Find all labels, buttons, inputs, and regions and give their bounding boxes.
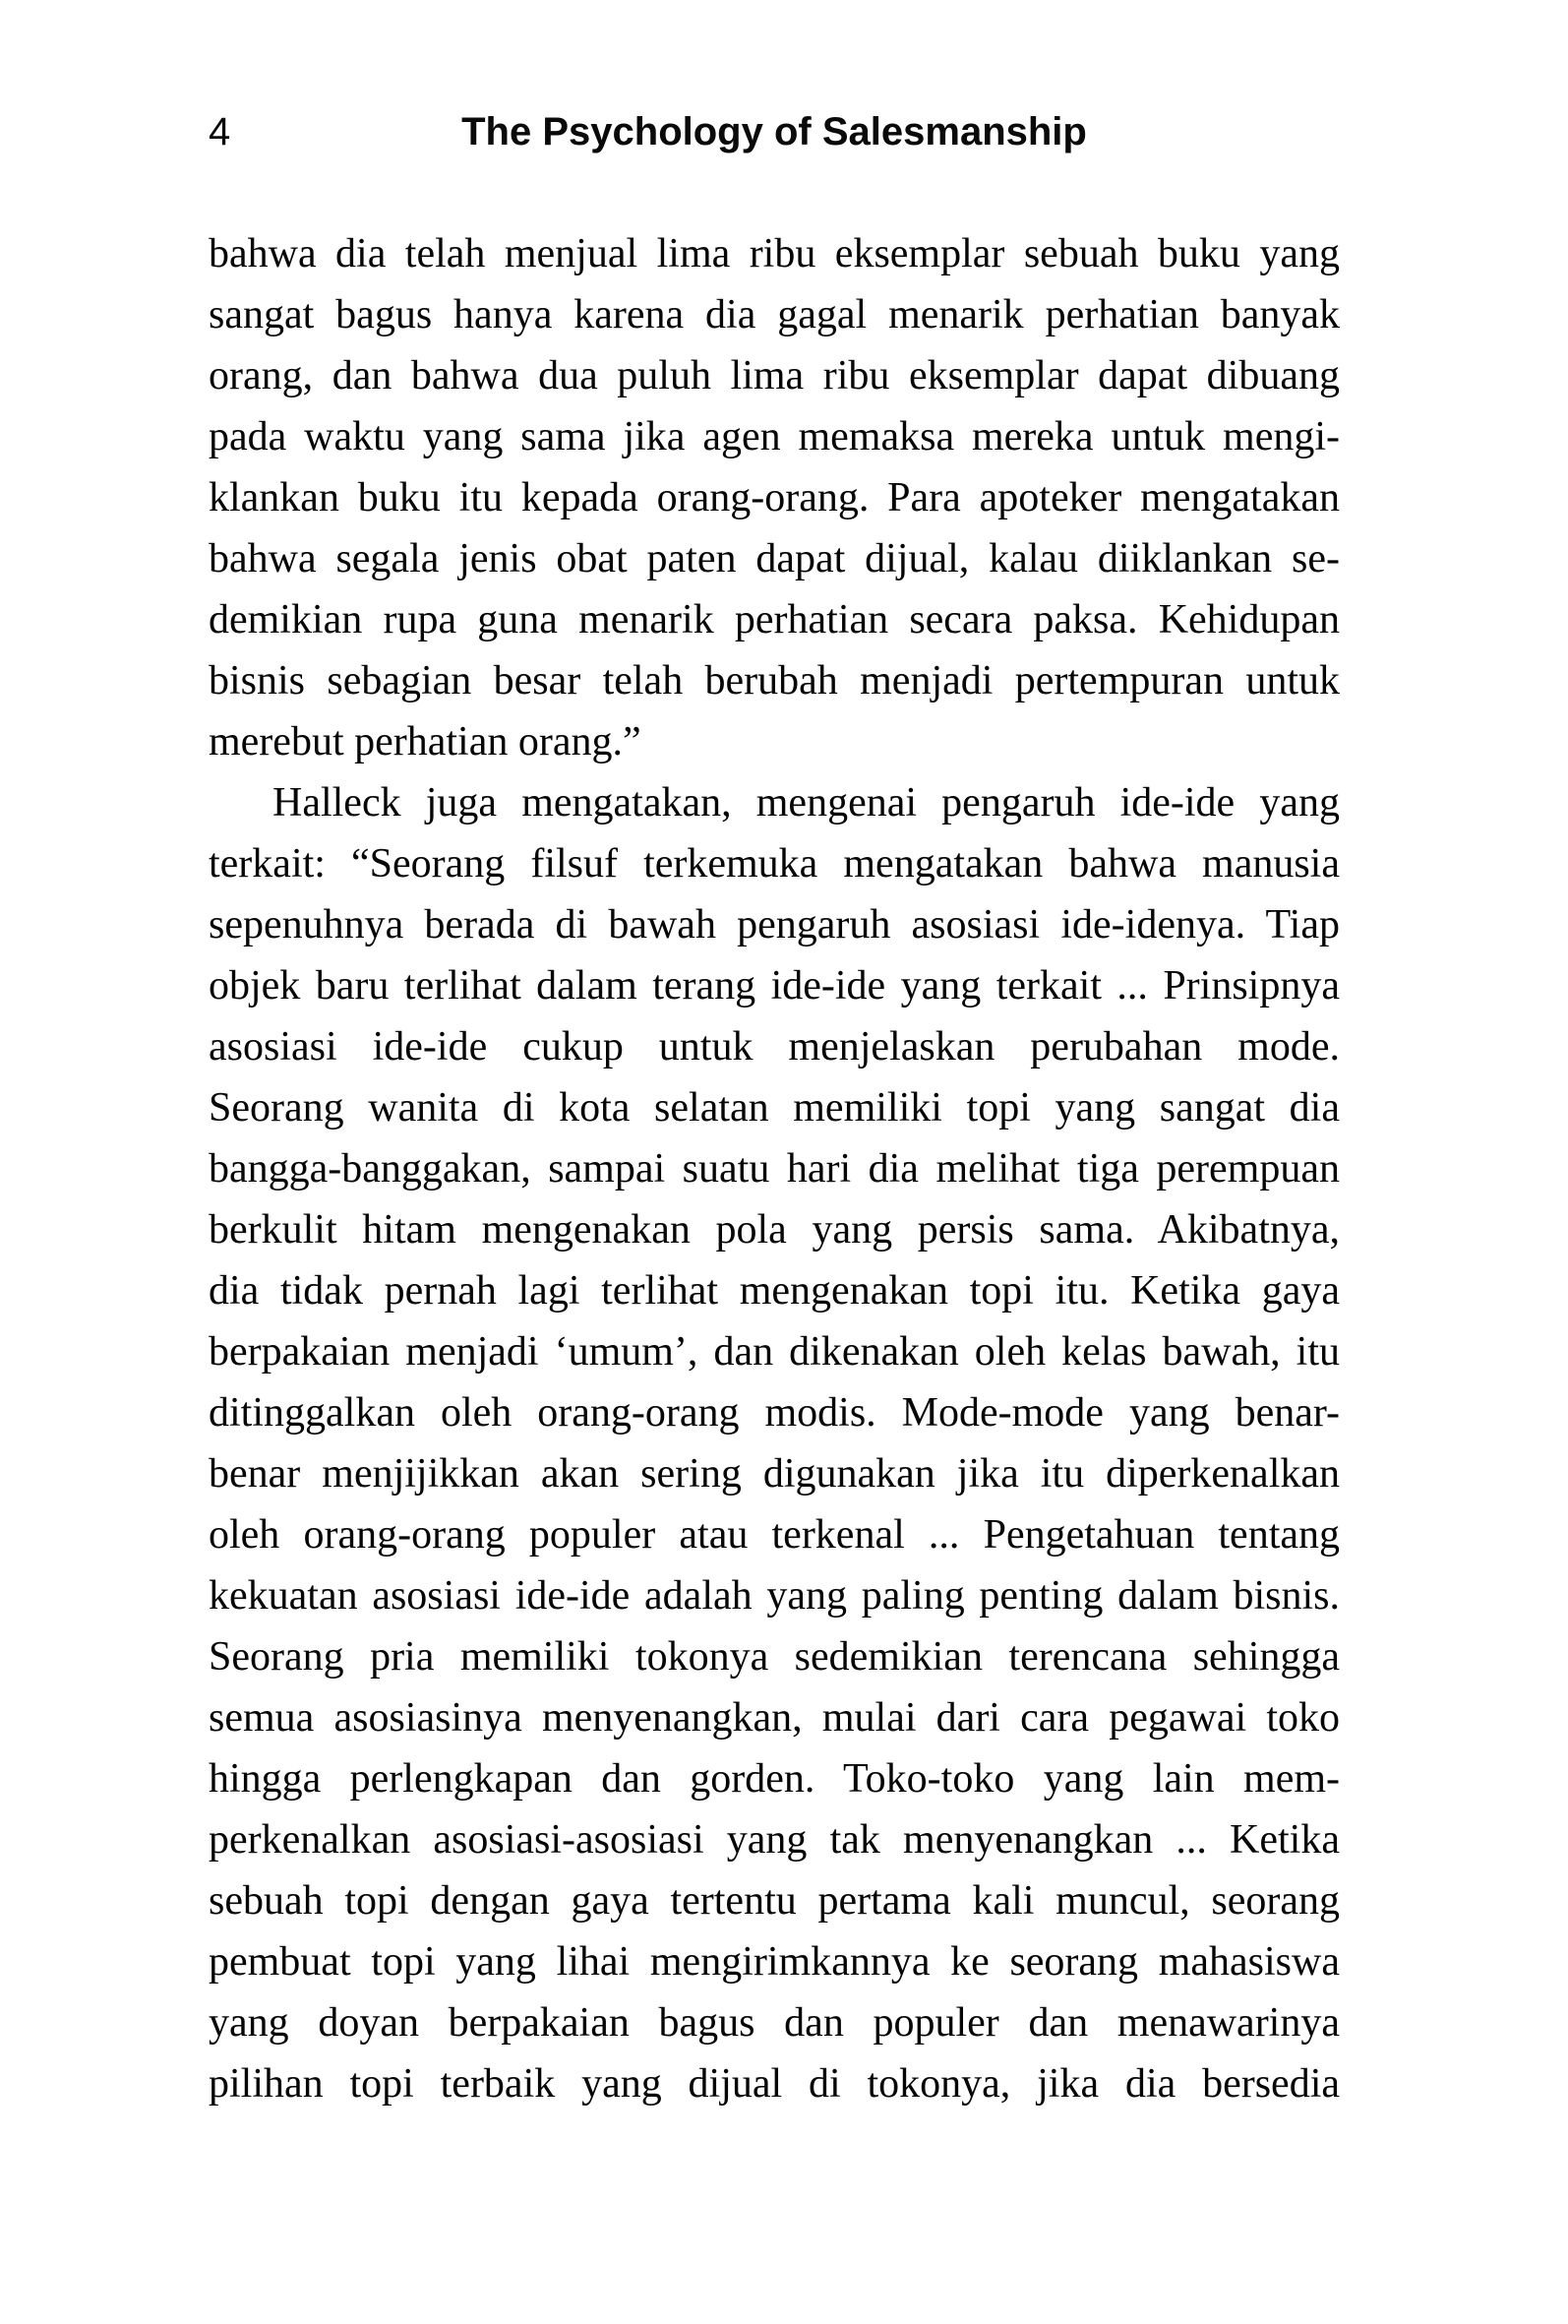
text-line: bahwa segala jenis obat paten dapat dijual, kalau diiklankan se- — [209, 536, 1340, 581]
text-line: semua asosiasinya menyenangkan, mulai dari cara pegawai toko — [209, 1695, 1340, 1741]
text-line: pilihan topi terbaik yang dijual di tokonya, jika dia bersedia — [209, 2061, 1340, 2107]
text-line: ditinggalkan oleh orang-orang modis. Mode-mode yang benar- — [209, 1390, 1340, 1436]
text-line: sangat bagus hanya karena dia gagal menarik perhatian banyak — [209, 292, 1340, 337]
text-line: berkulit hitam mengenakan pola yang persis sama. Akibatnya, — [209, 1207, 1340, 1253]
text-line: yang doyan berpakaian bagus dan populer dan menawarinya — [209, 2000, 1340, 2046]
text-line: sepenuhnya berada di bawah pengaruh asosiasi ide-idenya. Tiap — [209, 902, 1340, 948]
text-line: hingga perlengkapan dan gorden. Toko-toko yang lain mem- — [209, 1756, 1340, 1802]
text-line: benar menjijikkan akan sering digunakan jika itu diperkenalkan — [209, 1451, 1340, 1497]
text-line: asosiasi ide-ide cukup untuk menjelaskan perubahan mode. — [209, 1024, 1340, 1070]
text-line: Seorang pria memiliki tokonya sedemikian terencana sehingga — [209, 1634, 1340, 1680]
text-line: kekuatan asosiasi ide-ide adalah yang paling penting dalam bisnis. — [209, 1573, 1340, 1619]
text-line: Seorang wanita di kota selatan memiliki topi yang sangat dia — [209, 1085, 1340, 1131]
text-line: bahwa dia telah menjual lima ribu eksemplar sebuah buku yang — [209, 231, 1340, 276]
text-line: berpakaian menjadi ‘umum’, dan dikenakan oleh kelas bawah, itu — [209, 1329, 1340, 1375]
text-line-paragraph-start: Halleck juga mengatakan, mengenai pengaruh ide-ide yang — [272, 780, 1340, 826]
page-number: 4 — [209, 110, 231, 153]
text-line: demikian rupa guna menarik perhatian secara paksa. Kehidupan — [209, 597, 1340, 642]
text-line: dia tidak pernah lagi terlihat mengenakan topi itu. Ketika gaya — [209, 1268, 1340, 1314]
text-line: bangga-banggakan, sampai suatu hari dia melihat tiga perempuan — [209, 1146, 1340, 1192]
running-header — [209, 110, 1340, 155]
text-line: objek baru terlihat dalam terang ide-ide yang terkait ... Prinsipnya — [209, 963, 1340, 1009]
body-text — [209, 223, 1340, 2114]
text-line: pembuat topi yang lihai mengirimkannya ke seorang mahasiswa — [209, 1939, 1340, 1985]
text-line-paragraph-end: merebut perhatian orang.” — [209, 719, 641, 764]
running-header-title: The Psychology of Salesmanship — [461, 110, 1087, 153]
text-line: perkenalkan asosiasi-asosiasi yang tak menyenangkan ... Ketika — [209, 1817, 1340, 1863]
text-line: bisnis sebagian besar telah berubah menjadi pertempuran untuk — [209, 658, 1340, 703]
text-line: terkait: “Seorang filsuf terkemuka mengatakan bahwa manusia — [209, 841, 1340, 887]
text-line: oleh orang-orang populer atau terkenal ... Pengetahuan tentang — [209, 1512, 1340, 1558]
text-line: orang, dan bahwa dua puluh lima ribu eksemplar dapat dibuang — [209, 353, 1340, 398]
text-line: pada waktu yang sama jika agen memaksa mereka untuk mengi- — [209, 414, 1340, 459]
text-line: klankan buku itu kepada orang-orang. Para apoteker mengatakan — [209, 475, 1340, 520]
text-line: sebuah topi dengan gaya tertentu pertama kali muncul, seorang — [209, 1878, 1340, 1924]
